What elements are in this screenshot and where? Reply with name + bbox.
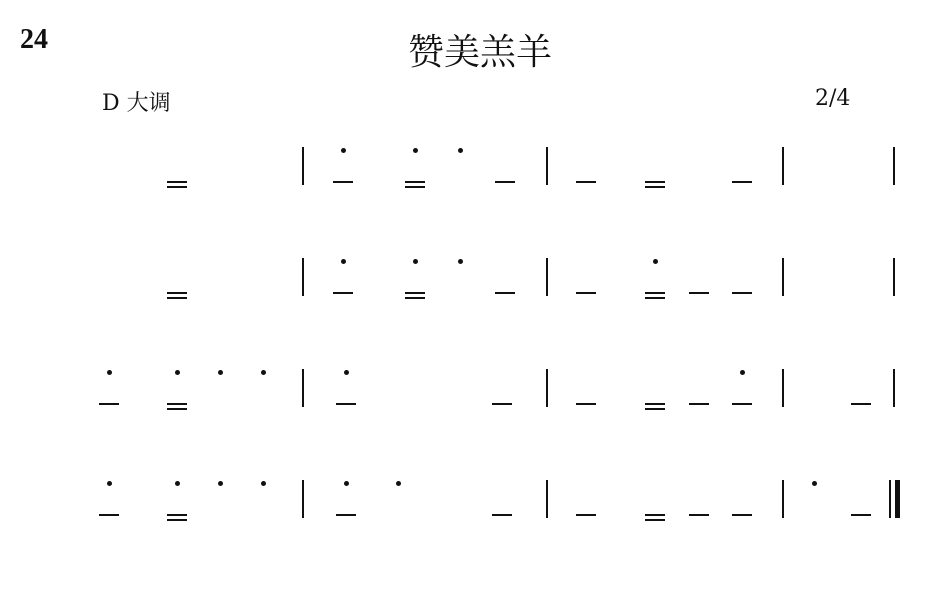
underline-beam (99, 403, 119, 405)
barline (782, 480, 784, 518)
barline (893, 258, 895, 296)
barline (546, 258, 548, 296)
underline-beam (167, 186, 187, 188)
octave-high-dot (396, 481, 401, 486)
barline (302, 258, 304, 296)
octave-high-dot (341, 148, 346, 153)
underline-beam (732, 181, 752, 183)
underline-beam (732, 514, 752, 516)
underline-beam (732, 292, 752, 294)
barline (546, 369, 548, 407)
underline-beam (576, 514, 596, 516)
hymn-title: 赞美羔羊 (407, 32, 552, 73)
octave-high-dot (344, 370, 349, 375)
underline-beam (851, 514, 871, 516)
octave-high-dot (341, 259, 346, 264)
underline-beam (167, 297, 187, 299)
octave-high-dot (413, 148, 418, 153)
underline-beam (576, 181, 596, 183)
barline (782, 369, 784, 407)
barline (302, 147, 304, 185)
underline-beam (333, 181, 353, 183)
barline (546, 480, 548, 518)
underline-beam (645, 403, 665, 405)
octave-high-dot (413, 259, 418, 264)
octave-high-dot (107, 481, 112, 486)
underline-beam (99, 514, 119, 516)
underline-beam (167, 408, 187, 410)
underline-beam (645, 408, 665, 410)
octave-high-dot (458, 259, 463, 264)
underline-beam (492, 514, 512, 516)
octave-high-dot (218, 370, 223, 375)
underline-beam (405, 186, 425, 188)
barline (302, 369, 304, 407)
hymn-number: 24 (20, 24, 48, 55)
octave-high-dot (653, 259, 658, 264)
underline-beam (851, 403, 871, 405)
underline-beam (333, 292, 353, 294)
key-signature: D 大调 (102, 91, 171, 116)
underline-beam (689, 292, 709, 294)
underline-beam (645, 519, 665, 521)
octave-high-dot (175, 481, 180, 486)
underline-beam (405, 181, 425, 183)
octave-high-dot (740, 370, 745, 375)
underline-beam (336, 403, 356, 405)
final-barline-thin (889, 480, 891, 518)
barline (302, 480, 304, 518)
barline (782, 258, 784, 296)
barline (893, 147, 895, 185)
octave-high-dot (107, 370, 112, 375)
underline-beam (576, 292, 596, 294)
underline-beam (336, 514, 356, 516)
final-barline (895, 480, 900, 518)
underline-beam (689, 403, 709, 405)
time-signature: 2/4 (815, 86, 851, 111)
octave-high-dot (218, 481, 223, 486)
underline-beam (645, 297, 665, 299)
underline-beam (167, 292, 187, 294)
underline-beam (576, 403, 596, 405)
octave-high-dot (175, 370, 180, 375)
underline-beam (495, 292, 515, 294)
underline-beam (405, 292, 425, 294)
underline-beam (405, 297, 425, 299)
underline-beam (492, 403, 512, 405)
underline-beam (167, 519, 187, 521)
underline-beam (732, 403, 752, 405)
barline (782, 147, 784, 185)
octave-high-dot (344, 481, 349, 486)
underline-beam (167, 514, 187, 516)
underline-beam (167, 181, 187, 183)
barline (546, 147, 548, 185)
octave-high-dot (261, 370, 266, 375)
underline-beam (495, 181, 515, 183)
underline-beam (645, 292, 665, 294)
underline-beam (645, 186, 665, 188)
underline-beam (167, 403, 187, 405)
underline-beam (645, 181, 665, 183)
octave-high-dot (812, 481, 817, 486)
barline (893, 369, 895, 407)
octave-high-dot (261, 481, 266, 486)
octave-high-dot (458, 148, 463, 153)
underline-beam (689, 514, 709, 516)
underline-beam (645, 514, 665, 516)
